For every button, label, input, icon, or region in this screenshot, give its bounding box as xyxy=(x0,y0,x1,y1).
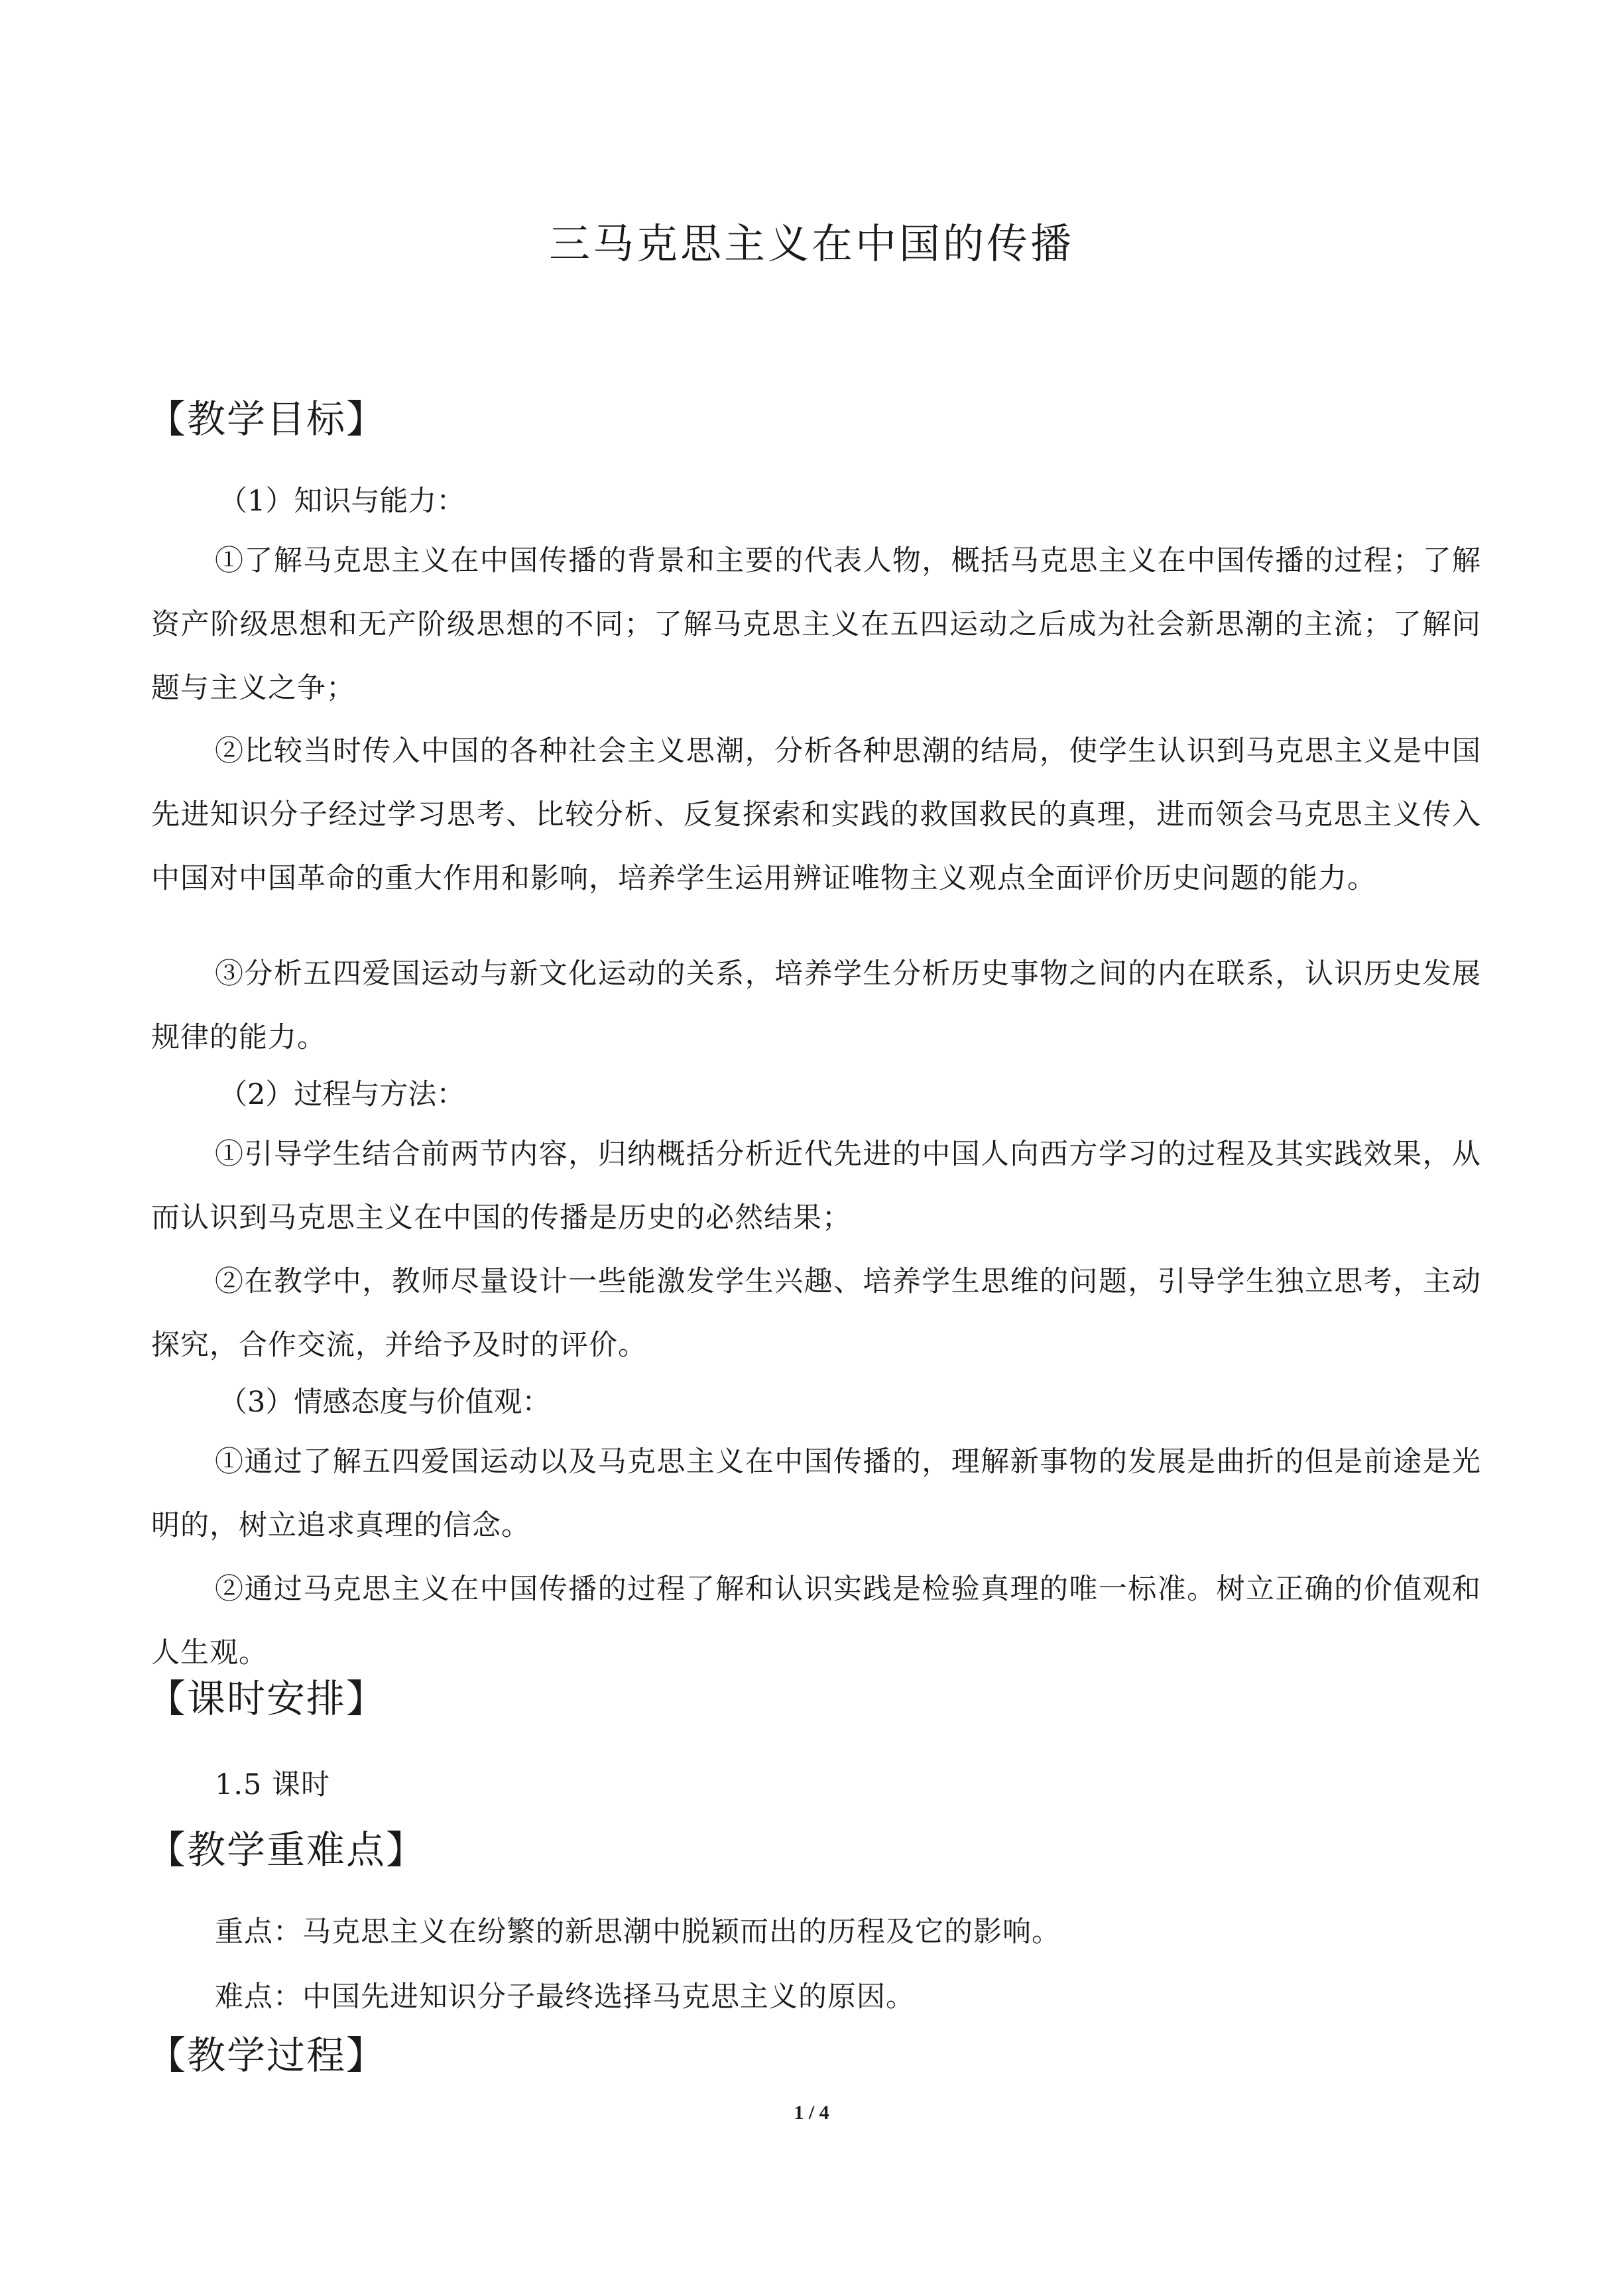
heading-teaching-objectives: 【教学目标】 xyxy=(147,396,387,442)
schedule-text: 1.5 课时 xyxy=(215,1768,331,1801)
key-point-text: 重点：马克思主义在纷繁的新思潮中脱颖而出的历程及它的影响。 xyxy=(215,1915,1061,1949)
subheading-emotion-values: （3）情感态度与价值观： xyxy=(219,1386,551,1419)
objective-paragraph-7: ②通过马克思主义在中国传播的过程了解和认识实践是检验真理的唯一标准。树立正确的价值观和人生观。 xyxy=(151,1573,1481,1669)
objective-paragraph-5: ②在教学中，教师尽量设计一些能激发学生兴趣、培养学生思维的问题，引导学生独立思考，主动探究，合作交流，并给予及时的评价。 xyxy=(151,1265,1481,1362)
subheading-process-method: （2）过程与方法： xyxy=(219,1078,465,1111)
objective-paragraph-6: ①通过了解五四爱国运动以及马克思主义在中国传播的，理解新事物的发展是曲折的但是前途是光明的，树立追求真理的信念。 xyxy=(151,1445,1481,1542)
objective-paragraph-2: ②比较当时传入中国的各种社会主义思潮，分析各种思潮的结局，使学生认识到马克思主义是中国先进知识分子经过学习思考、比较分析、反复探索和实践的救国救民的真理，进而领会马克思主义传入中国对中国革命的重大作用和影响，培养学生运用辨证唯物主义观点全面评价历史问题的能力。 xyxy=(151,735,1481,895)
heading-class-schedule: 【课时安排】 xyxy=(147,1676,387,1721)
page-title: 三马克思主义在中国的传播 xyxy=(548,219,1074,268)
objective-paragraph-4: ①引导学生结合前两节内容，归纳概括分析近代先进的中国人向西方学习的过程及其实践效果，从而认识到马克思主义在中国的传播是历史的必然结果； xyxy=(151,1138,1481,1235)
heading-key-difficult-points: 【教学重难点】 xyxy=(147,1827,426,1872)
page-number: 1 / 4 xyxy=(794,2102,829,2124)
difficult-point-text: 难点：中国先进知识分子最终选择马克思主义的原因。 xyxy=(215,1980,915,2014)
objective-paragraph-1: ①了解马克思主义在中国传播的背景和主要的代表人物，概括马克思主义在中国传播的过程；了解资产阶级思想和无产阶级思想的不同；了解马克思主义在五四运动之后成为社会新思潮的主流；了解问题与主义之争； xyxy=(151,544,1481,705)
objective-paragraph-3: ③分析五四爱国运动与新文化运动的关系，培养学生分析历史事物之间的内在联系，认识历史发展规律的能力。 xyxy=(151,957,1481,1054)
subheading-knowledge-ability: （1）知识与能力： xyxy=(219,485,465,518)
heading-teaching-process: 【教学过程】 xyxy=(147,2033,387,2078)
